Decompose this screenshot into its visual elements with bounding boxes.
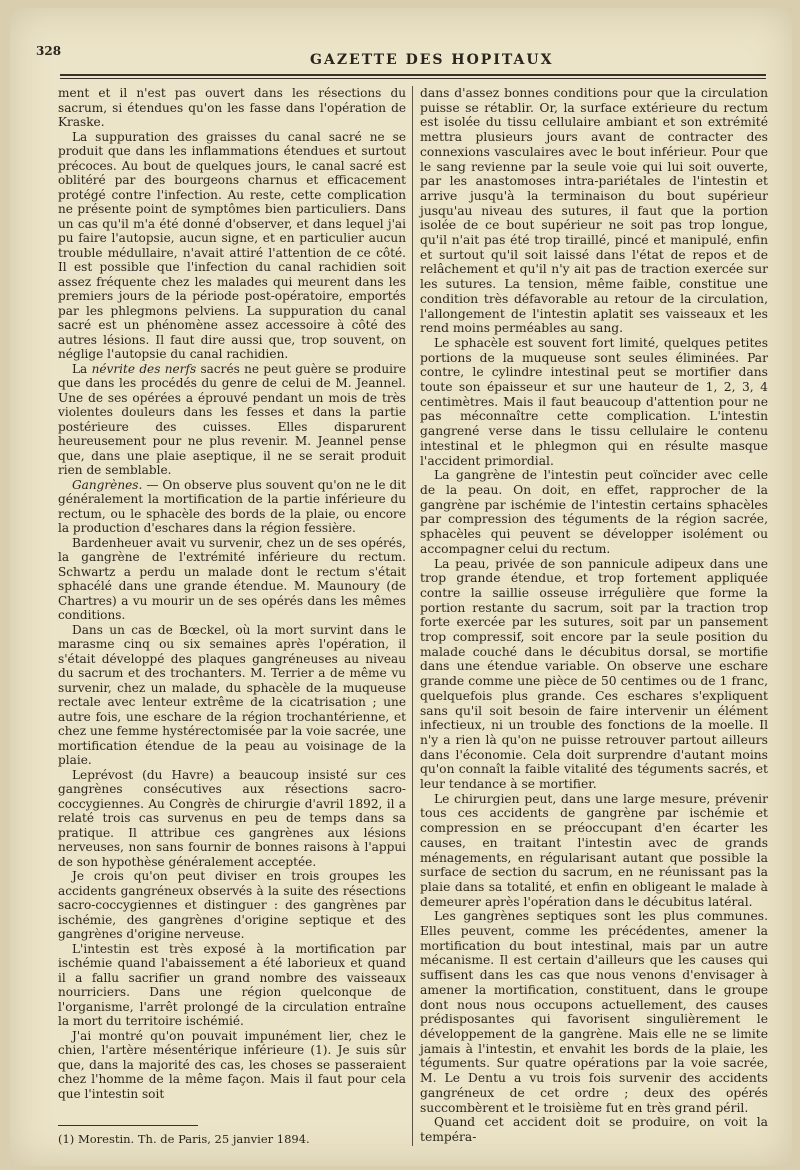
left-column bbox=[58, 86, 406, 1101]
paragraph: L'intestin est très exposé à la mortification par ischémie quand l'abaissement a été laborieux et quand il a fallu sacrifier un grand nombre des vaisseaux nourriciers. Dans une région quelconque de l'organisme, l'arrêt prolongé de la circulation entraîne la mort du territoire ischémié. bbox=[58, 941, 406, 1028]
paragraph: Bardenheuer avait vu survenir, chez un de ses opérés, la gangrène de l'extrémité inférieure du rectum. Schwartz a perdu un malade dont le rectum s'était sphacélé dans une grande étendue. M. Maunoury (de Chartres) a vu mourir un de ses opérés dans les mêmes conditions. bbox=[58, 535, 406, 622]
footnote: (1) Morestin. Th. de Paris, 25 janvier 1894. bbox=[58, 1132, 310, 1146]
header-rule bbox=[60, 74, 766, 76]
paragraph-lead: La bbox=[72, 361, 92, 376]
newspaper-page bbox=[10, 8, 792, 1166]
paragraph-rest: sacrés ne peut guère se produire que dans les procédés du genre de celui de M. Jeannel. Une de ses opérées a éprouvé pendant un mois de très violentes douleurs dans les fesses et dans la partie postérieure des cuisses. Elles disparurent heureusement pour ne plus revenir. M. Jeannel pense que, dans une plaie aseptique, il ne se serait produit rien de semblable. bbox=[58, 361, 406, 477]
section-heading: Gangrènes. bbox=[72, 477, 143, 492]
paragraph: Les gangrènes septiques sont les plus communes. Elles peuvent, comme les précédentes, amener la mortification du bout intestinal, mais par un autre mécanisme. Il est certain d'ailleurs que les causes qui suffisent dans les cas que nous venons d'envisager à amener la mortification, constituent, dans le groupe dont nous nous occupons actuellement, des causes prédisposantes qui favorisent singulièrement le développement de la gangrène. Mais elle ne se limite jamais à l'intestin, et envahit les bords de la plaie, les téguments. Sur quatre opérations par la voie sacrée, M. Le Dentu a vu trois fois survenir des accidents gangréneux de cet ordre ; deux des opérés succombèrent et le troisième fut en très grand péril. bbox=[420, 909, 768, 1115]
paragraph: Je crois qu'on peut diviser en trois groupes les accidents gangréneux observés à la suite des résections sacro-coccygiennes et distinguer : des gangrènes par ischémie, des gangrènes d'origine septique et des gangrènes d'origine nerveuse. bbox=[58, 869, 406, 941]
paragraph: Quand cet accident doit se produire, on voit la tempéra- bbox=[420, 1115, 768, 1144]
paragraph: La gangrène de l'intestin peut coïncider avec celle de la peau. On doit, en effet, rapprocher de la gangrène par ischémie de l'intestin certains sphacèles par compression des téguments de la région sacrée, sphacèles qui peuvent se développer isolément ou accompagner celui du rectum. bbox=[420, 468, 768, 556]
paragraph: dans d'assez bonnes conditions pour que la circulation puisse se rétablir. Or, la surface extérieure du rectum est isolée du tissu cellulaire ambiant et son extrémité mettra plusieurs jours avant de contracter des connexions vasculaires avec le bout inférieur. Pour que le sang revienne par la seule voie qui lui soit ouverte, par les anastomoses intra-pariétales de l'intestin et arrive jusqu'à la terminaison du bout supérieur jusqu'au niveau des sutures, il faut que la portion isolée de ce bout supérieur ne soit pas trop longue, qu'il n'ait pas été trop tiraillé, pincé et manipulé, enfin et surtout qu'il soit laissé dans l'état de repos et de relâchement et qu'il n'y ait pas de traction exercée sur les sutures. La tension, même faible, constitue une condition très défavorable au retour de la circulation, l'allongement de l'intestin aplatit ses vaisseaux et les rend moins perméables au sang. bbox=[420, 86, 768, 336]
paragraph: Le chirurgien peut, dans une large mesure, prévenir tous ces accidents de gangrène par ischémie et compression en se préoccupant d'en écarter les causes, en traitant l'intestin avec de grands ménagements, en régularisant autant que possible la surface de section du sacrum, en ne réunissant pas la plaie dans sa totalité, et enfin en obligeant le malade à demeurer après l'opération dans le décubitus latéral. bbox=[420, 791, 768, 909]
paragraph: Dans un cas de Bœckel, où la mort survint dans le marasme cinq ou six semaines après l'opération, il s'était développé des plaques gangréneuses au niveau du sacrum et des trochanters. M. Terrier a de même vu survenir, chez un malade, du sphacèle de la muqueuse rectale avec lenteur extrême de la cicatrisation ; une autre fois, une eschare de la région trochantérienne, et chez une femme hystérectomisée par la voie sacrée, une mortification étendue de la peau au voisinage de la plaie. bbox=[58, 622, 406, 767]
page-title: GAZETTE DES HOPITAUX bbox=[310, 52, 554, 68]
paragraph: J'ai montré qu'on pouvait impunément lier, chez le chien, l'artère mésentérique inférieure (1). Je suis sûr que, dans la majorité des cas, les choses se passeraient chez l'homme de la même façon. Mais il faut pour cela que l'intestin soit bbox=[58, 1028, 406, 1101]
paragraph: La peau, privée de son pannicule adipeux dans une trop grande étendue, et trop fortement appliquée contre la saillie osseuse irrégulière que forme la portion restante du sacrum, soit par la traction trop forte exercée par les sutures, soit par un pansement trop compressif, soit encore par la seule position du malade couché dans le décubitus dorsal, se mortifie dans une étendue variable. On observe une eschare grande comme une pièce de 50 centimes ou de 1 franc, quelquefois plus grande. Ces eschares s'expliquent sans qu'il soit besoin de faire intervenir un élément infectieux, ni un trouble des fonctions de la moelle. Il n'y a rien là qu'on ne puisse retrouver partout ailleurs dans l'économie. Cela doit surprendre d'autant moins qu'on connaît la faible vitalité des téguments sacrés, et leur tendance à se mortifier. bbox=[420, 556, 768, 792]
footnote-rule bbox=[58, 1125, 198, 1126]
italic-term: névrite des nerfs bbox=[91, 361, 197, 376]
right-column bbox=[420, 86, 768, 1145]
paragraph: La suppuration des graisses du canal sacré ne se produit que dans les inflammations étendues et surtout précoces. Au bout de quelques jours, le canal sacré est oblitéré par des bourgeons charnus et efficacement protégé contre l'infection. Au reste, cette complication ne présente point de symptômes bien particuliers. Dans un cas qu'il m'a été donné d'observer, et dans lequel j'ai pu faire l'autopsie, aucun signe, et en particulier aucun trouble médullaire, n'avait attiré l'attention de ce côté. Il est possible que l'infection du canal rachidien soit assez fréquente chez les malades qui meurent dans les premiers jours de la période post-opératoire, emportés par les phlegmons pelviens. La suppuration du canal sacré est un phénomène assez accessoire à côté des autres lésions. Il faut dire aussi que, trop souvent, on néglige l'autopsie du canal rachidien. bbox=[58, 129, 406, 361]
paragraph: Leprévost (du Havre) a beaucoup insisté sur ces gangrènes consécutives aux résections sacro-coccygiennes. Au Congrès de chirurgie d'avril 1892, il a relaté trois cas survenus en peu de temps dans sa pratique. Il attribue ces gangrènes aux lésions nerveuses, non sans fournir de bonnes raisons à l'appui de son hypothèse généralement acceptée. bbox=[58, 767, 406, 869]
page-number: 328 bbox=[36, 44, 62, 58]
header-rule-thin bbox=[60, 78, 766, 79]
paragraph bbox=[58, 362, 406, 478]
paragraph: Le sphacèle est souvent fort limité, quelques petites portions de la muqueuse sont seules éliminées. Par contre, le cylindre intestinal peut se mortifier dans toute son épaisseur et sur une hauteur de 1, 2, 3, 4 centimètres. Mais il faut beaucoup d'attention pour ne pas méconnaître cette complication. L'intestin gangrené verse dans le tissu cellulaire le contenu intestinal et le phlegmon qui en résulte masque l'accident primordial. bbox=[420, 335, 768, 468]
paragraph-rest: — On observe plus souvent qu'on ne le dit généralement la mortification de la partie inférieure du rectum, ou le sphacèle des bords de la plaie, ou encore la production d'eschares dans la région fessière. bbox=[58, 477, 406, 535]
column-divider bbox=[412, 86, 413, 1146]
paragraph: ment et il n'est pas ouvert dans les résections du sacrum, si étendues qu'on les fasse dans l'opération de Kraske. bbox=[58, 86, 406, 129]
paragraph bbox=[58, 478, 406, 536]
